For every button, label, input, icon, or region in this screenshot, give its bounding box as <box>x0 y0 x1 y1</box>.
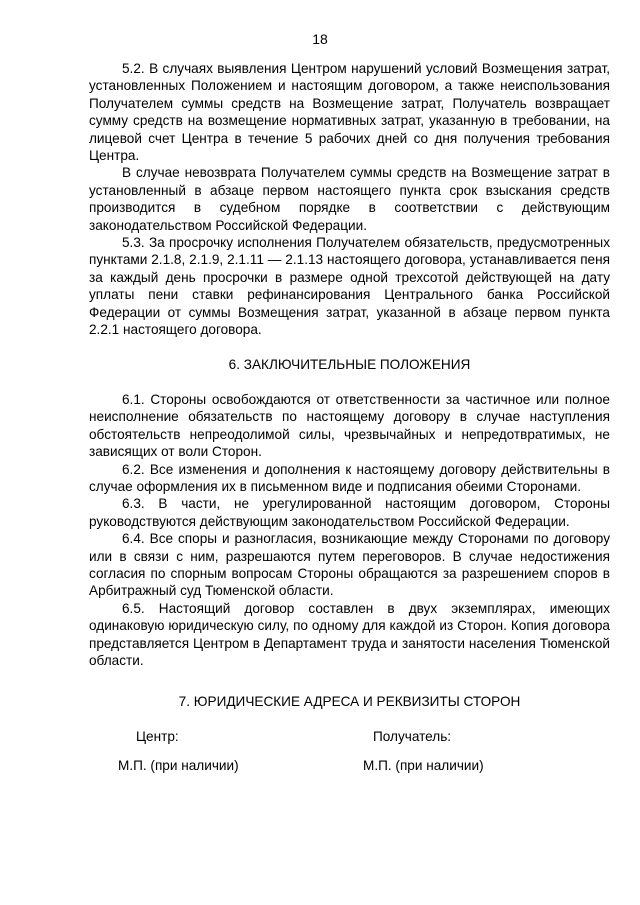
section-7-heading: 7. ЮРИДИЧЕСКИЕ АДРЕСА И РЕКВИЗИТЫ СТОРОН <box>178 694 521 710</box>
page-number: 18 <box>312 31 328 47</box>
recipient-seal: М.П. (при наличии) <box>363 758 484 774</box>
parties-row <box>89 728 610 745</box>
clause-6-1: 6.1. Стороны освобождаются от ответственности за частичное или полное неисполнение обязательств по настоящему договору в случае наступления обстоятельств непреодолимой силы, чрезвычайных и непредотвратимых, не зависящих от воли Сторон. <box>89 391 610 460</box>
clause-5-2: 5.2. В случаях выявления Центром нарушений условий Возмещения затрат, установленных Положением и настоящим договором, а также неиспользования Получателем суммы средств на Возмещение затрат, Получатель возвращает сумму средств на возмещение нормативных затрат, указанную в требовании, на лицевой счет Центра в течение 5 рабочих дней со дня получения требования Центра. <box>89 61 610 164</box>
seals-row <box>89 757 610 774</box>
section-6-heading: 6. ЗАКЛЮЧИТЕЛЬНЫЕ ПОЛОЖЕНИЯ <box>228 356 471 372</box>
document-body <box>89 60 610 775</box>
recipient-label: Получатель: <box>373 728 452 744</box>
center-label: Центр: <box>136 728 179 744</box>
clause-6-4: 6.4. Все споры и разногласия, возникающие между Сторонами по договору или в связи с ним, разрешаются путем переговоров. В случае недостижения согласия по спорным вопросам Стороны обращаются за разрешением споров в Арбитражный суд Тюменской области. <box>89 531 610 599</box>
center-seal: М.П. (при наличии) <box>118 758 239 774</box>
clause-6-2: 6.2. Все изменения и дополнения к настоящему договору действительны в случае оформления их в письменном виде и подписания обеими Сторонами. <box>89 461 610 494</box>
clause-5-3: 5.3. За просрочку исполнения Получателем обязательств, предусмотренных пунктами 2.1.8, 2.1.9, 2.1.11 — 2.1.13 настоящего договора, устанавливается пеня за каждый день просрочки в размере одной трехсотой действующей на дату уплаты пени ставки рефинансирования Центрального банка Российской Федерации от суммы Возмещения затрат, указанной в абзаце первом пункта 2.2.1 настоящего договора. <box>89 235 610 338</box>
clause-6-5: 6.5. Настоящий договор составлен в двух экземплярах, имеющих одинаковую юридическую силу, по одному для каждой из Сторон. Копия договора представляется Центром в Департамент труда и занятости населения Тюменской области. <box>89 600 610 668</box>
clause-6-3: 6.3. В части, не урегулированной настоящим договором, Стороны руководствуются действующим законодательством Российской Федерации. <box>89 496 610 529</box>
clause-5-2-second-paragraph: В случае невозврата Получателем суммы средств на Возмещение затрат в установленный в абзаце первом настоящего пункта срок взыскания средств производится в судебном порядке в соответствии с действующим законодательством Российской Федерации. <box>89 165 610 233</box>
